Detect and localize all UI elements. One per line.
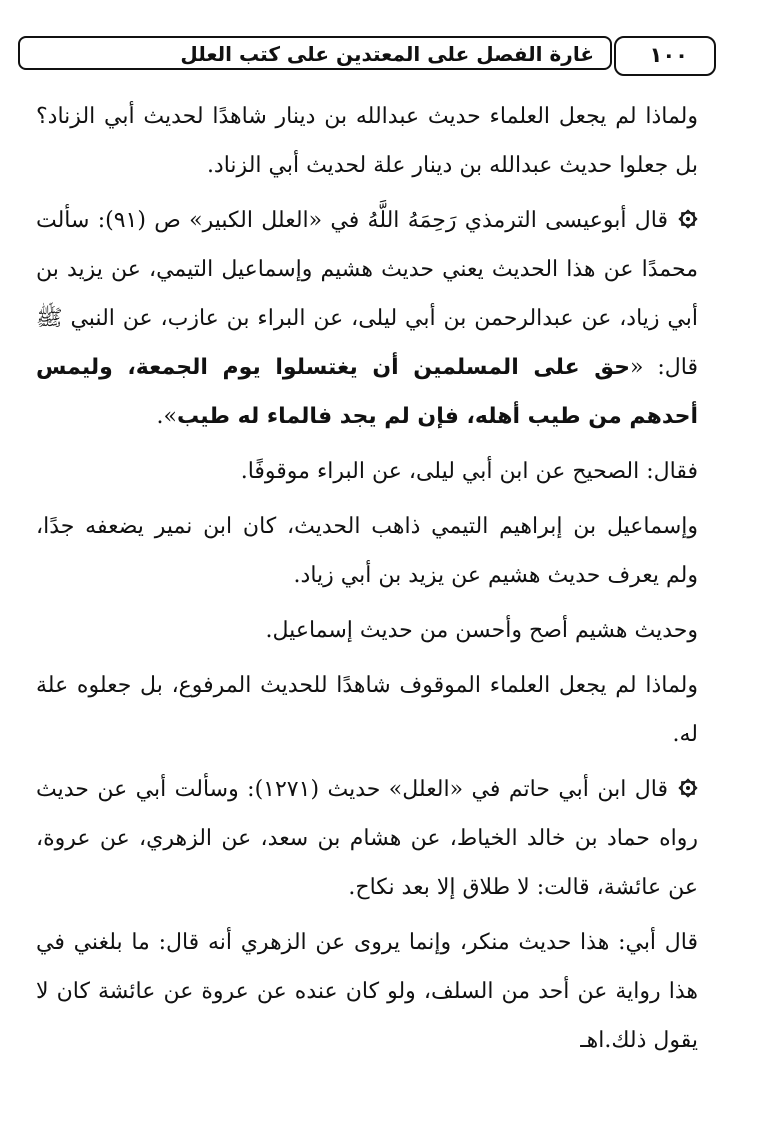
paragraph-1: ولماذا لم يجعل العلماء حديث عبدالله بن دينار شاهدًا لحديث أبي الزناد؟ بل جعلوا حديث عبدالله بن دينار علة لحديث أبي الزناد. bbox=[36, 104, 698, 178]
paragraph-2-text: قال أبوعيسى الترمذي رَحِمَهُ اللَّهُ في «العلل الكبير» ص (٩١): سألت محمدًا عن هذا الحديث يعني حديث هشيم وإسماعيل التيمي، عن يزيد بن أبي زياد، عن عبدالرحمن بن أبي ليلى، عن البراء بن عازب، عن النبي ﷺ قال: « bbox=[36, 208, 698, 380]
paragraph-7 bbox=[36, 765, 698, 912]
paragraph-6: ولماذا لم يجعل العلماء الموقوف شاهدًا للحديث المرفوع، بل جعلوه علة له. bbox=[36, 673, 698, 747]
paragraph-2 bbox=[36, 196, 698, 441]
running-title-bar bbox=[18, 36, 612, 70]
paragraph-3: فقال: الصحيح عن ابن أبي ليلى، عن البراء موقوفًا. bbox=[240, 459, 698, 484]
ornament-icon bbox=[678, 209, 698, 229]
paragraph-2-end: ». bbox=[156, 404, 177, 429]
page-body bbox=[36, 92, 698, 1071]
paragraph-4: وإسماعيل بن إبراهيم التيمي ذاهب الحديث، كان ابن نمير يضعفه جدًا، ولم يعرف حديث هشيم عن يزيد بن أبي زياد. bbox=[36, 514, 698, 588]
ornament-icon bbox=[678, 778, 698, 798]
page-number: ١٠٠ bbox=[649, 43, 688, 67]
page-number-box bbox=[614, 36, 716, 76]
paragraph-7-text: قال ابن أبي حاتم في «العلل» حديث (١٢٧١): وسألت أبي عن حديث رواه حماد بن خالد الخياط، عن هشام بن سعد، عن الزهري، عن عروة، عن عائشة، قالت: لا طلاق إلا بعد نكاح. bbox=[36, 777, 698, 900]
page-header bbox=[18, 36, 716, 72]
paragraph-5: وحديث هشيم أصح وأحسن من حديث إسماعيل. bbox=[265, 618, 698, 643]
hadith-text: حق على المسلمين أن يغتسلوا يوم الجمعة، وليمس أحدهم من طيب أهله، فإن لم يجد فالماء له طيب bbox=[36, 355, 698, 429]
running-title: غارة الفصل على المعتدين على كتب العلل bbox=[180, 42, 594, 66]
paragraph-8: قال أبي: هذا حديث منكر، وإنما يروى عن الزهري أنه قال: ما بلغني في هذا رواية عن أحد من السلف، ولو كان عنده عن عروة عن عائشة كان لا يقول ذلك.اهـ bbox=[36, 930, 698, 1053]
